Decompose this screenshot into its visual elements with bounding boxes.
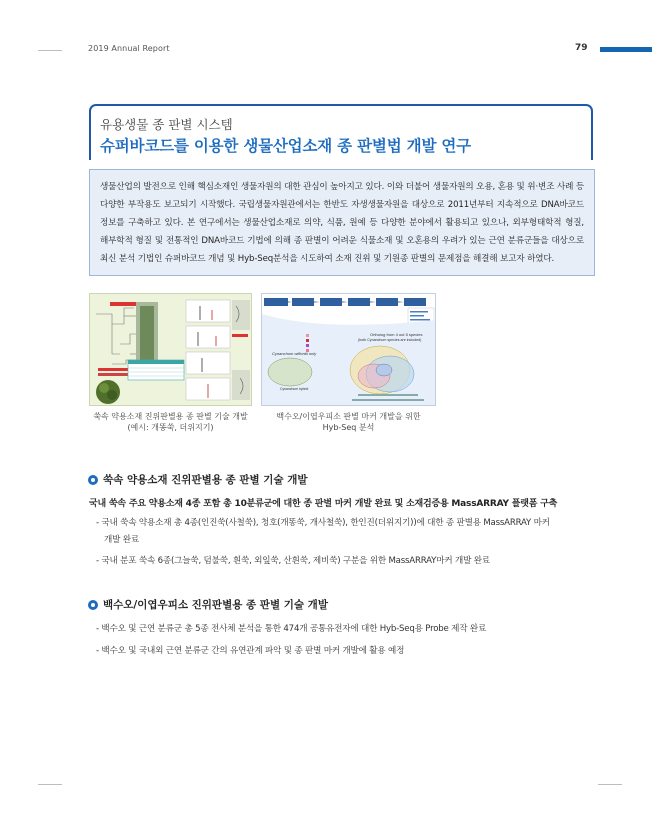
- page-title: 슈퍼바코드를 이용한 생물산업소재 종 판별법 개발 연구: [100, 137, 471, 155]
- figure-caption-artemisia: [89, 411, 252, 433]
- circle-label: Cynanchum wilfordii only: [272, 351, 317, 356]
- list-item: - 백수오 및 근연 분류군 총 5종 전사체 분석을 통한 474개 공통유전자에 대한 Hyb-Seq용 Probe 제작 완료: [96, 624, 487, 634]
- header-accent-bar: [600, 47, 652, 52]
- figure-artemisia: [89, 293, 252, 406]
- section-heading-artemisia: [88, 472, 308, 487]
- list-item-text: - 국내 쑥속 약용소재 총 4종(인진쑥(사철쑥), 청호(개똥쑥, 개사철쑥), 한인진(더위지기))에 대한 종 판별용 MassARRAY 마커: [96, 518, 550, 528]
- summary-text: 생물산업의 발전으로 인해 핵심소재인 생물자원의 대한 관심이 높아지고 있다. 이와 더불어 생물자원의 오용, 혼용 및 위·변조 사례 등 다양한 부작용도 보고되기 시작했다. 국립생물자원관에서는 한반도 자생생물자원을 대상으로 2011년부터 지속적으로 DNA바코드 정보를 구축하고 있다. 본 연구에서는 생물산업소재로 의약, 식품, 원예 등 다양한 분야에서 활용되고 있으나, 외부형태학적 형질, 해부학적 형질 및 전통적인 DNA바코드 기법에 의해 종 판별이 어려운 식물소재 및 오혼용의 우려가 있는 근연 분류군들을 대상으로 최신 분석 기법인 슈퍼바코드 개념 및 Hyb-Seq분석을 시도하여 소재 진위 및 기원종 판별의 문제점을 해결해 보고자 하였다.: [100, 182, 584, 264]
- list-item: [96, 515, 606, 549]
- figure-hybseq: [261, 293, 436, 406]
- section-heading-text: 백수오/이엽우피소 진위판별용 종 판별 기술 개발: [103, 599, 328, 611]
- page-number: 79: [575, 43, 588, 53]
- list-item: - 백수오 및 국내외 근연 분류군 간의 유연관계 파악 및 종 판별 마커 개발에 활용 예정: [96, 646, 405, 656]
- list-item: - 국내 분포 쑥속 6종(그늘쑥, 덤불쑥, 흰쑥, 외잎쑥, 산흰쑥, 제비쑥) 구분을 위한 MassARRAY마커 개발 완료: [96, 556, 490, 566]
- summary-box: [89, 169, 595, 276]
- section-heading-cynanchum: [88, 597, 328, 612]
- diagram-title: Ortholog from 4 out 5 species: [370, 332, 423, 337]
- section-heading-text: 쑥속 약용소재 진위판별용 종 판별 기술 개발: [103, 474, 308, 486]
- caption-line: 쑥속 약용소재 진위판별용 종 판별 기술 개발: [93, 412, 248, 421]
- caption-line: Hyb-Seq 분석: [322, 423, 375, 432]
- diagram-subtitle: (both Cynanchum species are included): [358, 338, 422, 342]
- bullet-icon: [88, 475, 98, 485]
- caption-line: 백수오/이엽우피소 판별 마커 개발을 위한: [276, 412, 421, 421]
- hybrid-label: Cynanchum hybrid: [280, 387, 309, 391]
- bullet-icon: [88, 600, 98, 610]
- figure-caption-hybseq: [261, 411, 436, 433]
- hybseq-figure-graphic: [262, 294, 436, 406]
- header-rule-left: [38, 50, 62, 51]
- caption-line: (예시: 개똥쑥, 더위지기): [127, 423, 214, 432]
- footer-rule-right: [598, 784, 622, 785]
- section-subtitle: 유용생물 종 판별 시스템: [100, 117, 233, 132]
- list-item-continuation: 개발 완료: [104, 535, 139, 545]
- report-title: 2019 Annual Report: [88, 44, 170, 53]
- artemisia-figure-graphic: [90, 294, 252, 406]
- section-lead: 국내 쑥속 주요 약용소재 4종 포함 총 10분류군에 대한 종 판별 마커 개발 완료 및 소재검증용 MassARRAY 플랫폼 구축: [89, 499, 558, 509]
- footer-rule-left: [38, 784, 62, 785]
